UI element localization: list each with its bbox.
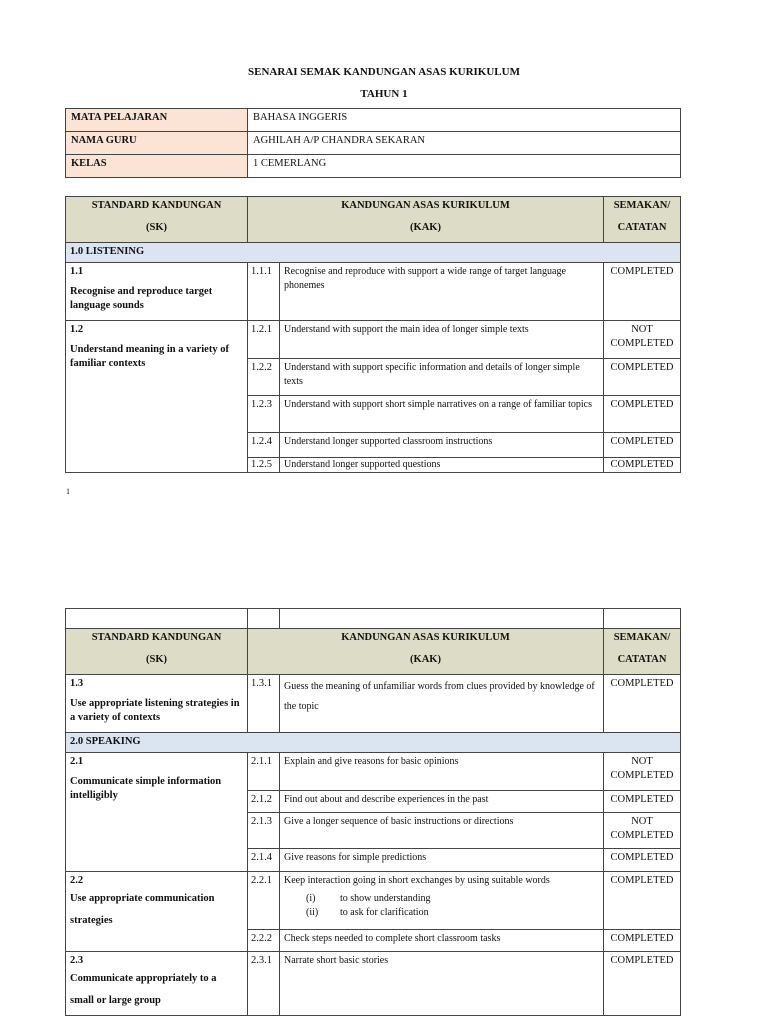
status-cell: NOT COMPLETED	[604, 813, 681, 849]
kak-number: 1.1.1	[248, 263, 280, 321]
info-row	[66, 155, 681, 178]
page-number: 1	[66, 487, 70, 496]
kak-number: 1.3.1	[248, 675, 280, 733]
info-value: 1 CEMERLANG	[248, 155, 681, 178]
status-cell: COMPLETED	[604, 396, 681, 433]
kak-text: Understand with support short simple narratives on a range of familiar topics	[280, 396, 604, 433]
kak-text: Keep interaction going in short exchanges by using suitable words (i) to show understanding (ii) to ask for clarification	[280, 872, 604, 930]
document-subtitle: TAHUN 1	[360, 88, 408, 100]
status-cell: NOT COMPLETED	[604, 321, 681, 359]
kak-text: Narrate short basic stories	[280, 952, 604, 1016]
sk-cell: 2.1 Communicate simple information intelligibly	[66, 753, 248, 872]
sk-cell: 1.2 Understand meaning in a variety of familiar contexts	[66, 321, 248, 473]
header-kak: KANDUNGAN ASAS KURIKULUM (KAK)	[248, 197, 604, 243]
kak-number: 2.2.1	[248, 872, 280, 930]
sk-cell: 2.3 Communicate appropriately to a small or large group	[66, 952, 248, 1016]
kak-text: Understand longer supported questions	[280, 458, 604, 473]
kak-number: 2.1.1	[248, 753, 280, 791]
kak-text: Understand with support specific information and details of longer simple texts	[280, 359, 604, 396]
section-row	[66, 243, 681, 263]
info-row	[66, 132, 681, 155]
sub-item: (i) to show understanding	[306, 893, 431, 904]
status-cell: COMPLETED	[604, 930, 681, 952]
status-cell: COMPLETED	[604, 458, 681, 473]
section-row	[66, 733, 681, 753]
kak-text: Find out about and describe experiences in the past	[280, 791, 604, 813]
kak-number: 2.3.1	[248, 952, 280, 1016]
sk-cell: 1.3 Use appropriate listening strategies in a variety of contexts	[66, 675, 248, 733]
table-header-row	[66, 629, 681, 675]
kak-number: 2.1.3	[248, 813, 280, 849]
kak-number: 1.2.3	[248, 396, 280, 433]
table-row	[66, 263, 681, 321]
header-kak: KANDUNGAN ASAS KURIKULUM (KAK)	[248, 629, 604, 675]
status-cell: COMPLETED	[604, 675, 681, 733]
info-table	[65, 108, 681, 178]
status-cell: COMPLETED	[604, 849, 681, 872]
kak-text: Explain and give reasons for basic opinions	[280, 753, 604, 791]
table-row	[66, 952, 681, 1016]
header-sk: STANDARD KANDUNGAN (SK)	[66, 629, 248, 675]
kak-number: 2.2.2	[248, 930, 280, 952]
kak-number: 2.1.4	[248, 849, 280, 872]
kak-text: Guess the meaning of unfamiliar words from clues provided by knowledge of the topic	[280, 675, 604, 733]
kak-number: 1.2.2	[248, 359, 280, 396]
empty-row	[66, 609, 681, 629]
sub-item: (ii) to ask for clarification	[306, 907, 429, 918]
header-status: SEMAKAN/ CATATAN	[604, 197, 681, 243]
info-label: NAMA GURU	[66, 132, 248, 155]
checklist-table-1	[65, 196, 681, 473]
table-row	[66, 872, 681, 930]
info-value: AGHILAH A/P CHANDRA SEKARAN	[248, 132, 681, 155]
table-row	[66, 321, 681, 359]
kak-text: Understand longer supported classroom instructions	[280, 433, 604, 458]
kak-text: Recognise and reproduce with support a wide range of target language phonemes	[280, 263, 604, 321]
status-cell: COMPLETED	[604, 791, 681, 813]
document-title: SENARAI SEMAK KANDUNGAN ASAS KURIKULUM	[248, 66, 520, 78]
kak-number: 1.2.1	[248, 321, 280, 359]
section-title: 2.0 SPEAKING	[66, 733, 681, 753]
info-label: KELAS	[66, 155, 248, 178]
status-cell: COMPLETED	[604, 433, 681, 458]
status-cell: NOT COMPLETED	[604, 753, 681, 791]
info-value: BAHASA INGGERIS	[248, 109, 681, 132]
sk-cell: 2.2 Use appropriate communication strategies	[66, 872, 248, 952]
kak-text: Give a longer sequence of basic instructions or directions	[280, 813, 604, 849]
kak-number: 1.2.5	[248, 458, 280, 473]
info-row	[66, 109, 681, 132]
status-cell: COMPLETED	[604, 263, 681, 321]
table-row	[66, 675, 681, 733]
kak-text: Give reasons for simple predictions	[280, 849, 604, 872]
status-cell: COMPLETED	[604, 359, 681, 396]
kak-number: 1.2.4	[248, 433, 280, 458]
status-cell: COMPLETED	[604, 872, 681, 930]
kak-number: 2.1.2	[248, 791, 280, 813]
section-title: 1.0 LISTENING	[66, 243, 681, 263]
header-status: SEMAKAN/ CATATAN	[604, 629, 681, 675]
status-cell: COMPLETED	[604, 952, 681, 1016]
header-sk: STANDARD KANDUNGAN (SK)	[66, 197, 248, 243]
sk-cell: 1.1 Recognise and reproduce target language sounds	[66, 263, 248, 321]
checklist-table-2	[65, 608, 681, 1016]
info-label: MATA PELAJARAN	[66, 109, 248, 132]
kak-text: Check steps needed to complete short classroom tasks	[280, 930, 604, 952]
table-header-row	[66, 197, 681, 243]
table-row	[66, 753, 681, 791]
kak-text: Understand with support the main idea of longer simple texts	[280, 321, 604, 359]
